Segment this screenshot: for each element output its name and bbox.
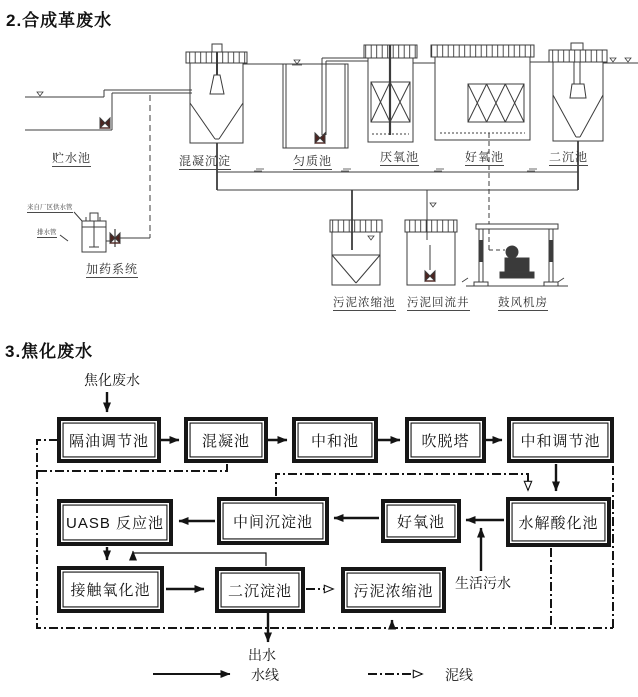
equalization-label: 匀质池 (293, 154, 333, 168)
box-stripping-tower: 吹脱塔 (405, 417, 486, 463)
legend-water-label: 水线 (251, 667, 279, 683)
box-coagulation: 混凝池 (184, 417, 268, 463)
blower-room-drawing (462, 224, 568, 286)
drain-pipe-label: 排水管 (37, 229, 57, 236)
domestic-sewage-label: 生活污水 (455, 575, 511, 591)
sludge-thickener-drawing (330, 190, 382, 285)
box-neutralization: 中和池 (292, 417, 378, 463)
secondary-clarifier-label: 二沉池 (549, 150, 589, 164)
box-neutralization-regulating: 中和调节池 (507, 417, 614, 463)
pump-icon (315, 133, 325, 143)
pump-icon (425, 271, 435, 281)
influent-label: 焦化废水 (84, 372, 140, 388)
effluent-label: 出水 (248, 647, 276, 663)
box-hydrolysis-acidification: 水解酸化池 (506, 497, 611, 547)
recycle-line (133, 551, 266, 566)
section2-title: 2.合成革废水 (6, 11, 113, 30)
section3-title: 3.焦化废水 (5, 342, 94, 361)
sludge-return-well-drawing (405, 190, 457, 285)
pump-icon (100, 118, 110, 128)
feed-pipe-label: 来自厂区供水管 (27, 204, 73, 211)
box-uasb-reactor: UASB 反应池 (57, 499, 173, 546)
box-aerobic: 好氧池 (381, 499, 461, 543)
box-oil-separation-regulating: 隔油调节池 (57, 417, 161, 463)
secondary-clarifier-drawing (549, 43, 638, 190)
box-secondary-sedimentation: 二沉淀池 (215, 567, 305, 613)
dosing-system-drawing (60, 212, 150, 252)
coag-sed-label: 混凝沉淀 (179, 154, 232, 168)
box-intermediate-sedimentation: 中间沉淀池 (217, 497, 329, 545)
blower-room-label: 鼓风机房 (498, 297, 548, 309)
dosing-system-label: 加药系统 (86, 262, 139, 276)
sludge-return-well-label: 污泥回流井 (407, 297, 470, 309)
sludge-thickener-label: 污泥浓缩池 (333, 297, 396, 309)
anaerobic-tank-drawing (364, 45, 435, 142)
storage-tank-label: 贮水池 (52, 151, 92, 165)
channel-lines (217, 169, 578, 190)
box-contact-oxidation: 接触氧化池 (57, 566, 164, 613)
aerobic-label: 好氧池 (465, 150, 505, 164)
anaerobic-label: 厌氧池 (380, 150, 420, 164)
box-sludge-thickening: 污泥浓缩池 (341, 567, 446, 613)
legend-sludge-label: 泥线 (445, 667, 473, 683)
